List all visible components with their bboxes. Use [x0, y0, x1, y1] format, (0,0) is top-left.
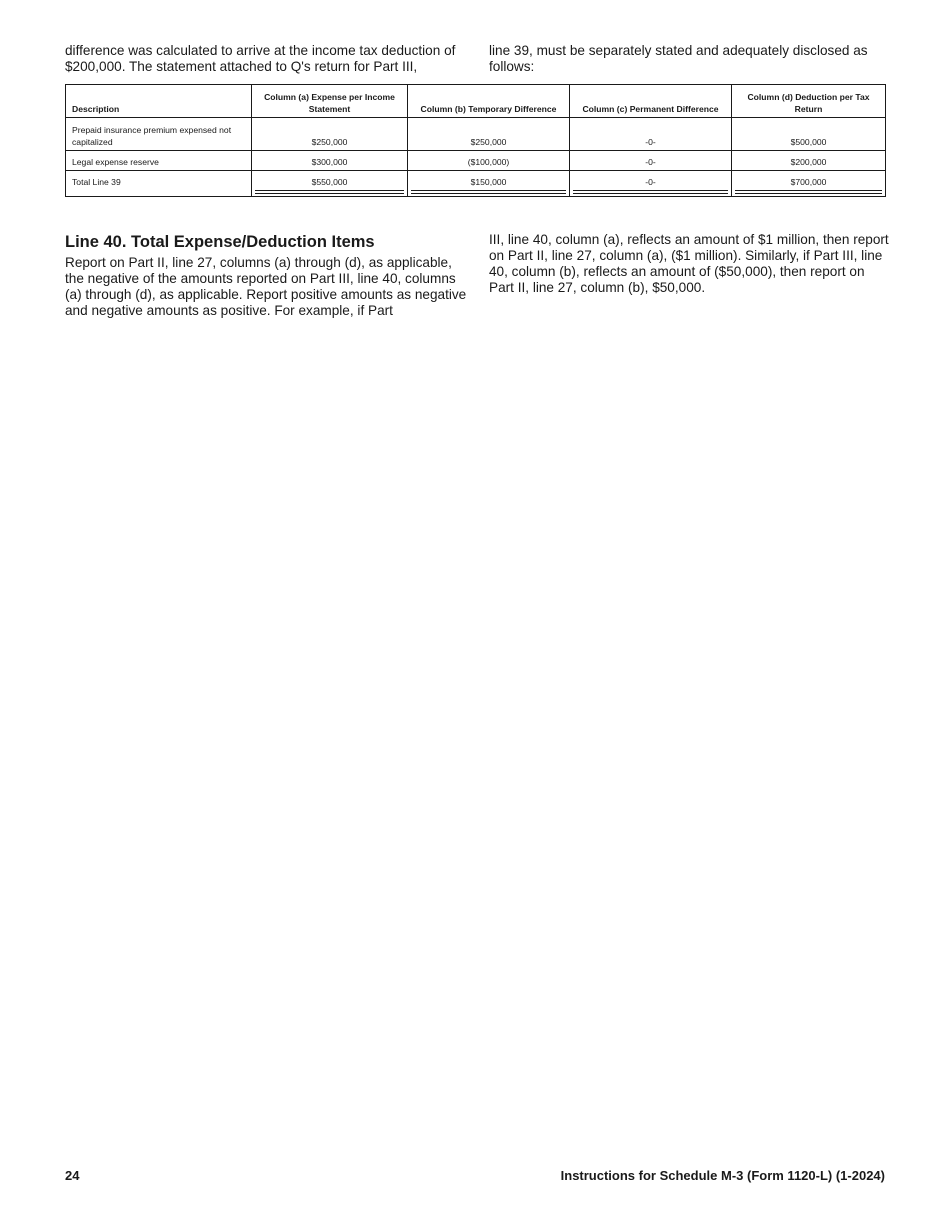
cell-column-d: $500,000: [732, 118, 886, 151]
line40-right-column: [489, 232, 889, 296]
total-column-b: $150,000: [408, 171, 570, 197]
cell-column-b: $250,000: [408, 118, 570, 151]
cell-column-d: $200,000: [732, 151, 886, 171]
table-total-row: [66, 171, 886, 197]
line40-right-text: III, line 40, column (a), reflects an amount of $1 million, then report on Part II, line 27, column (a), ($1 million). Similarly, if Part III, line 40, column (b), reflects an amount of ($50,000), then report on Part II, line 27, column (b), $50,000.: [489, 232, 889, 295]
row-description: Legal expense reserve: [66, 151, 252, 171]
table-header-row: [66, 85, 886, 118]
header-description: Description: [66, 85, 252, 118]
intro-right-text: line 39, must be separately stated and adequately disclosed as follows:: [489, 43, 868, 74]
table-row: [66, 118, 886, 151]
cell-column-c: -0-: [570, 118, 732, 151]
row-description: Prepaid insurance premium expensed not capitalized: [66, 118, 252, 151]
row-description: Total Line 39: [66, 171, 252, 197]
cell-column-b: ($100,000): [408, 151, 570, 171]
header-column-c: Column (c) Permanent Difference: [570, 85, 732, 118]
cell-column-a: $250,000: [252, 118, 408, 151]
total-column-d: $700,000: [732, 171, 886, 197]
line40-left-text: Report on Part II, line 27, columns (a) through (d), as applicable, the negative of the amounts reported on Part III, line 40, columns (a) through (d), as applicable. Report positive amounts as negative and negative amounts as positive. For example, if Part: [65, 255, 467, 318]
line40-heading: Line 40. Total Expense/Deduction Items: [65, 233, 375, 251]
total-column-c: -0-: [570, 171, 732, 197]
cell-column-a: $300,000: [252, 151, 408, 171]
line40-left-column: [65, 255, 470, 319]
header-column-b: Column (b) Temporary Difference: [408, 85, 570, 118]
page-number: 24: [65, 1168, 80, 1183]
intro-right-column: [489, 43, 889, 75]
footer-title: Instructions for Schedule M-3 (Form 1120-L) (1-2024): [560, 1168, 885, 1183]
intro-left-text: difference was calculated to arrive at the income tax deduction of $200,000. The statement attached to Q's return for Part III,: [65, 43, 456, 74]
cell-column-c: -0-: [570, 151, 732, 171]
header-column-a: Column (a) Expense per Income Statement: [252, 85, 408, 118]
header-column-d: Column (d) Deduction per Tax Return: [732, 85, 886, 118]
table-row: [66, 151, 886, 171]
total-column-a: $550,000: [252, 171, 408, 197]
intro-left-column: [65, 43, 470, 75]
line39-disclosure-table: [65, 84, 886, 197]
